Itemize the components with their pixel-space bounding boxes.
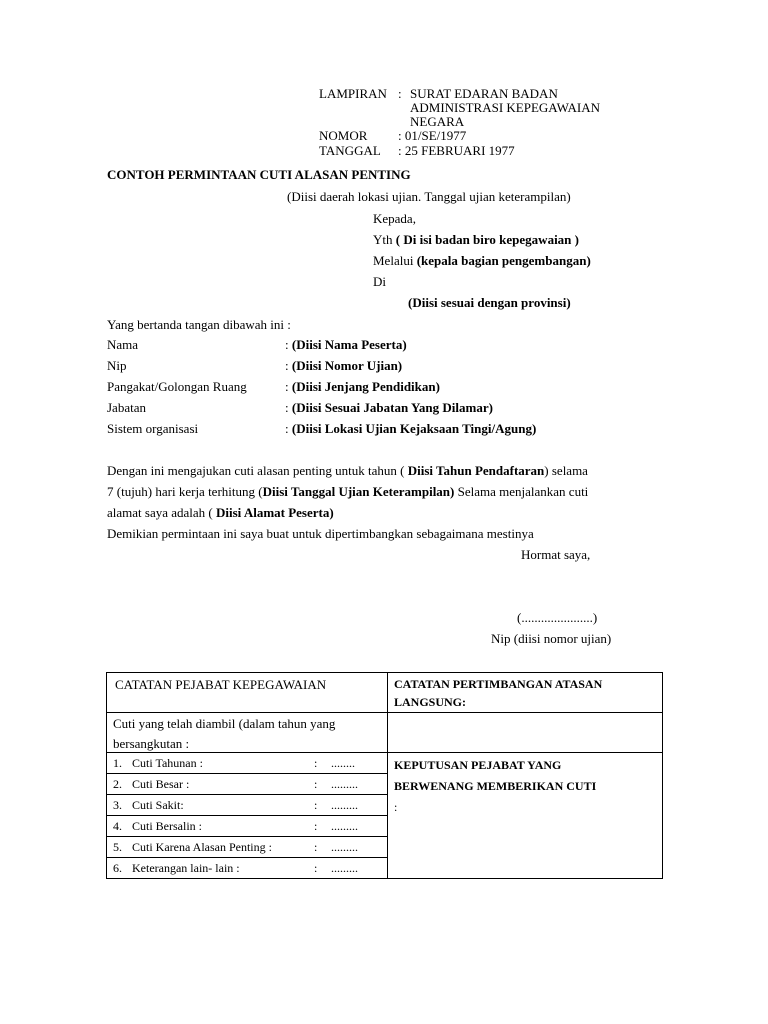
right-empty-cell (388, 713, 663, 753)
yth-prefix: Yth (373, 232, 396, 247)
field-sep: : (285, 400, 292, 415)
kepada: Kepada, (373, 211, 416, 226)
item-label: Cuti Tahunan : (132, 756, 203, 770)
field-value: (Diisi Jenjang Pendidikan) (291, 379, 440, 394)
item-dots: ........ (331, 756, 355, 770)
list-item (107, 774, 387, 795)
item-sep: : (314, 798, 318, 812)
field-sep: : (285, 421, 292, 436)
item-number: 1. (113, 756, 122, 770)
field-row-nama (285, 337, 407, 352)
field-value: (Diisi Sesuai Jabatan Yang Dilamar) (291, 400, 493, 415)
field-sep: : (285, 358, 292, 373)
right-header-cell (388, 673, 663, 713)
tanggal-label: TANGGAL (319, 143, 381, 158)
item-sep: : (314, 819, 318, 833)
body-bold: Diisi Tanggal Ujian Keterampilan) (262, 484, 455, 499)
lampiran-line1: SURAT EDARAN BADAN (410, 86, 558, 101)
lampiran-line3: NEGARA (410, 114, 465, 129)
signature-placeholder: (......................) (517, 610, 598, 625)
body-text: ) selama (544, 463, 588, 478)
list-item (107, 816, 387, 837)
item-sep: : (314, 756, 318, 770)
list-item (107, 753, 387, 774)
left-header-cell (107, 673, 388, 713)
lampiran-line2: ADMINISTRASI KEPEGAWAIAN (410, 100, 600, 115)
notes-table (106, 672, 663, 879)
body-bold: Diisi Tahun Pendaftaran (407, 463, 545, 478)
location-date: (Diisi daerah lokasi ujian. Tanggal ujian keterampilan) (287, 189, 571, 204)
field-value: (Diisi Nama Peserta) (291, 337, 407, 352)
item-label: Cuti Karena Alasan Penting : (132, 840, 272, 854)
field-label: Nama (107, 337, 139, 352)
item-number: 3. (113, 798, 122, 812)
item-label: Cuti Besar : (132, 777, 190, 791)
keputusan-line1: KEPUTUSAN PEJABAT YANG (394, 758, 562, 772)
item-number: 4. (113, 819, 122, 833)
item-dots: ......... (331, 798, 358, 812)
yth-line (373, 232, 579, 247)
body-line-2 (107, 484, 588, 499)
field-sep: : (285, 337, 292, 352)
item-label: Keterangan lain- lain : (132, 861, 240, 875)
body-text: alamat saya adalah ( (107, 505, 216, 520)
lampiran-sep: : (398, 86, 402, 101)
body-line-4: Demikian permintaan ini saya buat untuk dipertimbangkan sebagaimana mestinya (107, 526, 534, 541)
melalui-line (373, 253, 591, 268)
list-item (107, 837, 387, 858)
cuti-diambil-line2: bersangkutan : (113, 736, 190, 751)
item-dots: ......... (331, 840, 358, 854)
field-row-nip (285, 358, 402, 373)
field-sep: : (285, 379, 292, 394)
field-row-sistem (285, 421, 536, 436)
cuti-diambil-line1: Cuti yang telah diambil (dalam tahun yang (113, 716, 336, 731)
keputusan-cell (388, 753, 663, 879)
cuti-diambil-cell (107, 713, 388, 753)
list-item (107, 795, 387, 816)
cuti-list-cell (107, 753, 388, 879)
item-sep: : (314, 840, 318, 854)
melalui-prefix: Melalui (373, 253, 417, 268)
document-title: CONTOH PERMINTAAN CUTI ALASAN PENTING (107, 167, 411, 182)
item-dots: ......... (331, 819, 358, 833)
field-value: (Diisi Lokasi Ujian Kejaksaan Tingi/Agung) (291, 421, 537, 436)
body-text: Dengan ini mengajukan cuti alasan penting untuk tahun ( (107, 463, 408, 478)
body-line-1 (107, 463, 588, 478)
right-header-line1: CATATAN PERTIMBANGAN ATASAN (394, 677, 603, 691)
body-line-3 (107, 505, 334, 520)
field-label: Sistem organisasi (107, 421, 199, 436)
tanggal-value: : 25 FEBRUARI 1977 (398, 143, 515, 158)
item-sep: : (314, 861, 318, 875)
item-dots: ......... (331, 861, 358, 875)
right-header-line2: LANGSUNG: (394, 695, 467, 709)
field-label: Jabatan (107, 400, 146, 415)
keputusan-line3: : (394, 800, 398, 814)
item-dots: ......... (331, 777, 358, 791)
item-label: Cuti Bersalin : (132, 819, 202, 833)
provinsi: (Diisi sesuai dengan provinsi) (408, 295, 571, 310)
di: Di (373, 274, 386, 289)
keputusan-line2: BERWENANG MEMBERIKAN CUTI (394, 779, 597, 793)
field-value: (Diisi Nomor Ujian) (291, 358, 403, 373)
item-label: Cuti Sakit: (132, 798, 184, 812)
lampiran-label: LAMPIRAN (319, 86, 387, 101)
yth-value: ( Di isi badan biro kepegawaian ) (395, 232, 579, 247)
melalui-value: (kepala bagian pengembangan) (416, 253, 591, 268)
item-number: 6. (113, 861, 122, 875)
nomor-label: NOMOR (319, 128, 368, 143)
body-bold: Diisi Alamat Peserta) (216, 505, 334, 520)
item-sep: : (314, 777, 318, 791)
item-number: 5. (113, 840, 122, 854)
item-number: 2. (113, 777, 122, 791)
body-text: Selama menjalankan cuti (454, 484, 589, 499)
field-row-pangkat (285, 379, 440, 394)
intro-text: Yang bertanda tangan dibawah ini : (107, 317, 291, 332)
body-text: 7 (tujuh) hari kerja terhitung ( (107, 484, 263, 499)
field-row-jabatan (285, 400, 493, 415)
hormat-saya: Hormat saya, (521, 547, 591, 562)
signature-nip: Nip (diisi nomor ujian) (491, 631, 612, 646)
nomor-value: : 01/SE/1977 (398, 128, 467, 143)
list-item (107, 858, 387, 878)
field-label: Pangakat/Golongan Ruang (107, 379, 247, 394)
field-label: Nip (107, 358, 127, 373)
left-header: CATATAN PEJABAT KEPEGAWAIAN (115, 677, 327, 692)
